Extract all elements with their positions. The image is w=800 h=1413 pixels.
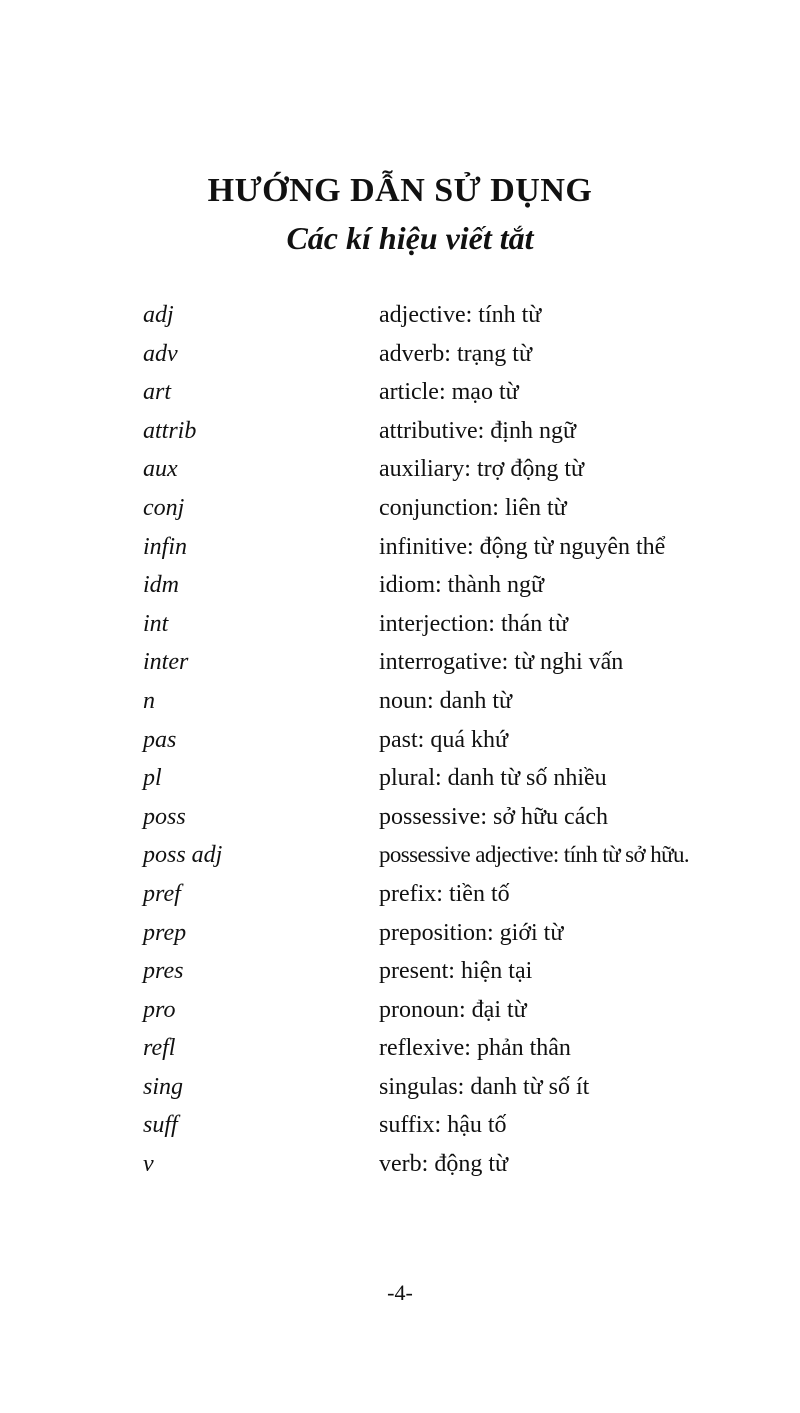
abbreviation-row [0,605,800,644]
abbreviation-meaning: suffix: hậu tố [379,1112,507,1139]
abbreviation-row [0,373,800,412]
abbreviation: idm [143,572,179,599]
abbreviation-meaning: prefix: tiền tố [379,880,510,907]
abbreviation-row [0,489,800,528]
page-title: HƯỚNG DẪN SỬ DỤNG [207,172,593,209]
abbreviation: v [143,1151,154,1178]
abbreviation-meaning: interjection: thán từ [379,610,568,637]
abbreviation-meaning: singulas: danh từ số ít [379,1073,590,1100]
abbreviation: poss adj [143,842,223,869]
abbreviation-row [0,759,800,798]
abbreviation-meaning: idiom: thành ngữ [379,572,544,599]
abbreviation: aux [143,456,178,483]
abbreviation: pl [143,765,162,792]
abbreviation-meaning: adverb: trạng từ [379,340,532,367]
abbreviation-row [0,836,800,875]
abbreviation: attrib [143,417,197,444]
page-subtitle: Các kí hiệu viết tắt [286,220,534,256]
abbreviation-row [0,1068,800,1107]
abbreviation-row [0,450,800,489]
abbreviation-meaning: infinitive: động từ nguyên thể [379,533,666,560]
abbreviation-row [0,528,800,567]
abbreviation: infin [143,533,188,560]
abbreviation-row [0,643,800,682]
abbreviation-list [0,296,800,1184]
abbreviation-meaning: preposition: giới từ [379,919,564,946]
abbreviation-meaning: auxiliary: trợ động từ [379,456,584,483]
abbreviation-meaning: adjective: tính từ [379,302,542,328]
abbreviation: adj [143,302,174,328]
abbreviation-row [0,721,800,760]
abbreviation-meaning: attributive: định ngữ [379,417,576,444]
abbreviation-row [0,875,800,914]
abbreviation-row [0,952,800,991]
abbreviation: pro [143,996,176,1023]
abbreviation: poss [143,803,186,830]
page-number: -4- [387,1280,413,1305]
abbreviation: int [143,610,169,637]
abbreviation: refl [143,1035,176,1062]
abbreviation-row [0,1145,800,1184]
abbreviation-meaning: plural: danh từ số nhiều [379,765,607,792]
abbreviation: n [143,687,155,714]
abbreviation-row [0,991,800,1030]
abbreviation-meaning: conjunction: liên từ [379,494,567,521]
abbreviation-row [0,914,800,953]
abbreviation-meaning: noun: danh từ [379,687,512,714]
abbreviation-row [0,682,800,721]
abbreviation-meaning: interrogative: từ nghi vấn [379,649,624,676]
abbreviation: conj [143,494,185,521]
abbreviation-row [0,335,800,374]
abbreviation-meaning: present: hiện tại [379,958,533,985]
abbreviation: art [143,379,172,406]
abbreviation: sing [143,1073,184,1100]
abbreviation-row [0,566,800,605]
abbreviation-meaning: possessive: sở hữu cách [379,803,608,830]
abbreviation: pres [143,958,184,985]
abbreviation-meaning: possessive adjective: tính từ sở hữu. [379,842,690,868]
abbreviation-row [0,412,800,451]
abbreviation-meaning: verb: động từ [379,1151,508,1178]
abbreviation-meaning: pronoun: đại từ [379,996,527,1023]
abbreviation-row [0,1029,800,1068]
abbreviation-row [0,1106,800,1145]
abbreviation-row [0,798,800,837]
abbreviation: pref [143,880,181,907]
abbreviation: prep [143,919,187,946]
abbreviation-meaning: past: quá khứ [379,726,508,753]
abbreviation: adv [143,340,178,367]
abbreviation-meaning: reflexive: phản thân [379,1035,571,1062]
abbreviation: suff [143,1112,178,1139]
abbreviation: pas [143,726,177,753]
abbreviation-row [0,296,800,335]
abbreviation: inter [143,649,189,676]
abbreviation-meaning: article: mạo từ [379,379,519,406]
